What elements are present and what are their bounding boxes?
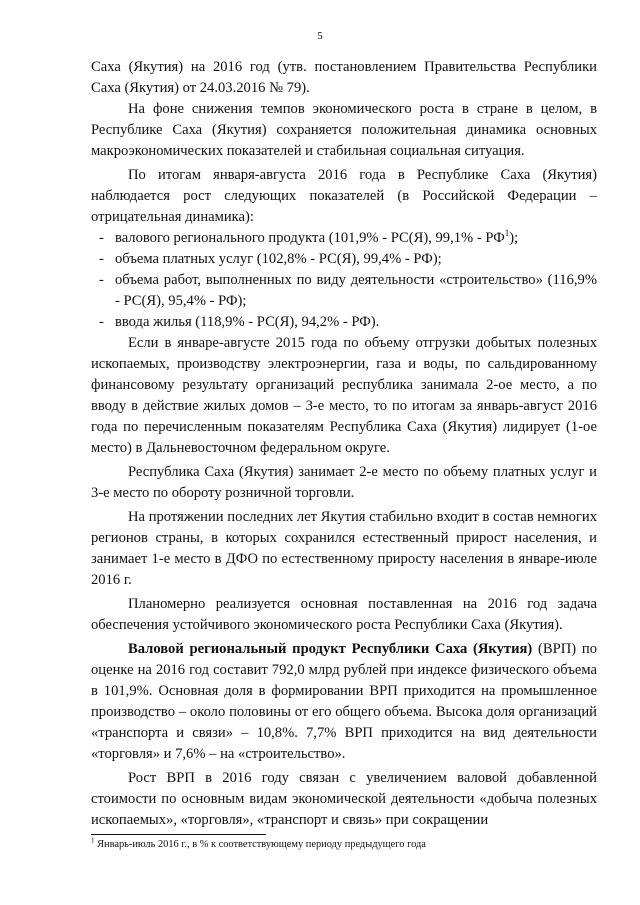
list-item-grp-text: валового регионального продукта (101,9% - РС(Я), 99,1% - РФ [115,230,505,246]
paragraph-population-growth: На протяжении последних лет Якутия стабильно входит в состав немногих регионов страны, в которых сохранился естественный прирост населения, и занимает 1-е место в ДФО по естественному приросту населения в январе-июле 2016 г. [91,509,597,588]
footnote [91,838,597,851]
list-dash: - [99,314,104,330]
list-item-construction [91,270,597,312]
grp-text: (ВРП) по оценке на 2016 год составит 792,0 млрд рублей при индексе физического объема в 101,9%. Основная доля в формировании ВРП приходится на промышленное производство – около половины от его общего объема. Высока доля организаций «транспорта и связи» – 10,8%. 7,7% ВРП приходится на вид деятельности «торговля» и 7,6% – на «строительство». [91,641,597,762]
list-item-paid-services [91,249,597,270]
growth-indicators-list [91,228,597,333]
list-item-grp [91,228,597,249]
grp-bold-heading: Валовой региональный продукт Республики Саха (Якутия) [128,641,533,657]
paragraph-continuation: Саха (Якутия) на 2016 год (утв. постановлением Правительства Республики Саха (Якутия) от 24.03.2016 № 79). [91,59,597,96]
paragraph-ranking-dfo: Если в январе-августе 2015 года по объему отгрузки добытых полезных ископаемых, производству электроэнергии, газа и воды, по сальдированному финансовому результату организаций республика занимала 2-ое место, а по вводу в действие жилых домов – 3-е место, то по итогам за январь-август 2016 года по перечисленным показателям Республика Саха (Якутия) лидирует (1-ое место) в Дальневосточном федеральном округе. [91,335,597,456]
paragraph-growth-intro: По итогам января-августа 2016 года в Республике Саха (Якутия) наблюдается рост следующих показателей (в Российской Федерации – отрицательная динамика): [91,167,597,225]
list-item-construction-text: объема работ, выполненных по виду деятельности «строительство» (116,9% - РС(Я), 95,4% - РФ); [115,272,597,309]
paragraph-economic-task: Планомерно реализуется основная поставленная на 2016 год задача обеспечения устойчивого экономического роста Республики Саха (Якутия). [91,596,597,633]
body-text [91,57,597,831]
footnote-divider [91,834,266,835]
footnote-ref: 1 [504,228,510,239]
footnote-marker: 1 [91,836,95,845]
list-item-grp-end: ); [509,230,519,246]
paragraph-grp-growth: Рост ВРП в 2016 году связан с увеличением валовой добавленной стоимости по основным видам экономической деятельности «добыча полезных ископаемых», «торговля», «транспорт и связь» при сокращении [91,770,597,828]
paragraph-grp [91,639,597,765]
list-item-housing-text: ввода жилья (118,9% - РС(Я), 94,2% - РФ). [115,314,380,330]
list-item-housing [91,312,597,333]
list-item-paid-services-text: объема платных услуг (102,8% - РС(Я), 99,4% - РФ); [115,251,442,267]
paragraph-paid-services-rank: Республика Саха (Якутия) занимает 2-е место по объему платных услуг и 3-е место по обороту розничной торговли. [91,464,597,501]
list-dash: - [99,251,104,267]
list-dash: - [99,230,104,246]
list-dash: - [99,272,104,288]
paragraph-economic-dynamics: На фоне снижения темпов экономического роста в стране в целом, в Республике Саха (Якутия) сохраняется положительная динамика основных макроэкономических показателей и стабильная социальная ситуация. [91,101,597,159]
page-number: 5 [317,30,323,42]
footnote-text: Январь-июль 2016 г., в % к соответствующему периоду предыдущего года [94,839,426,850]
